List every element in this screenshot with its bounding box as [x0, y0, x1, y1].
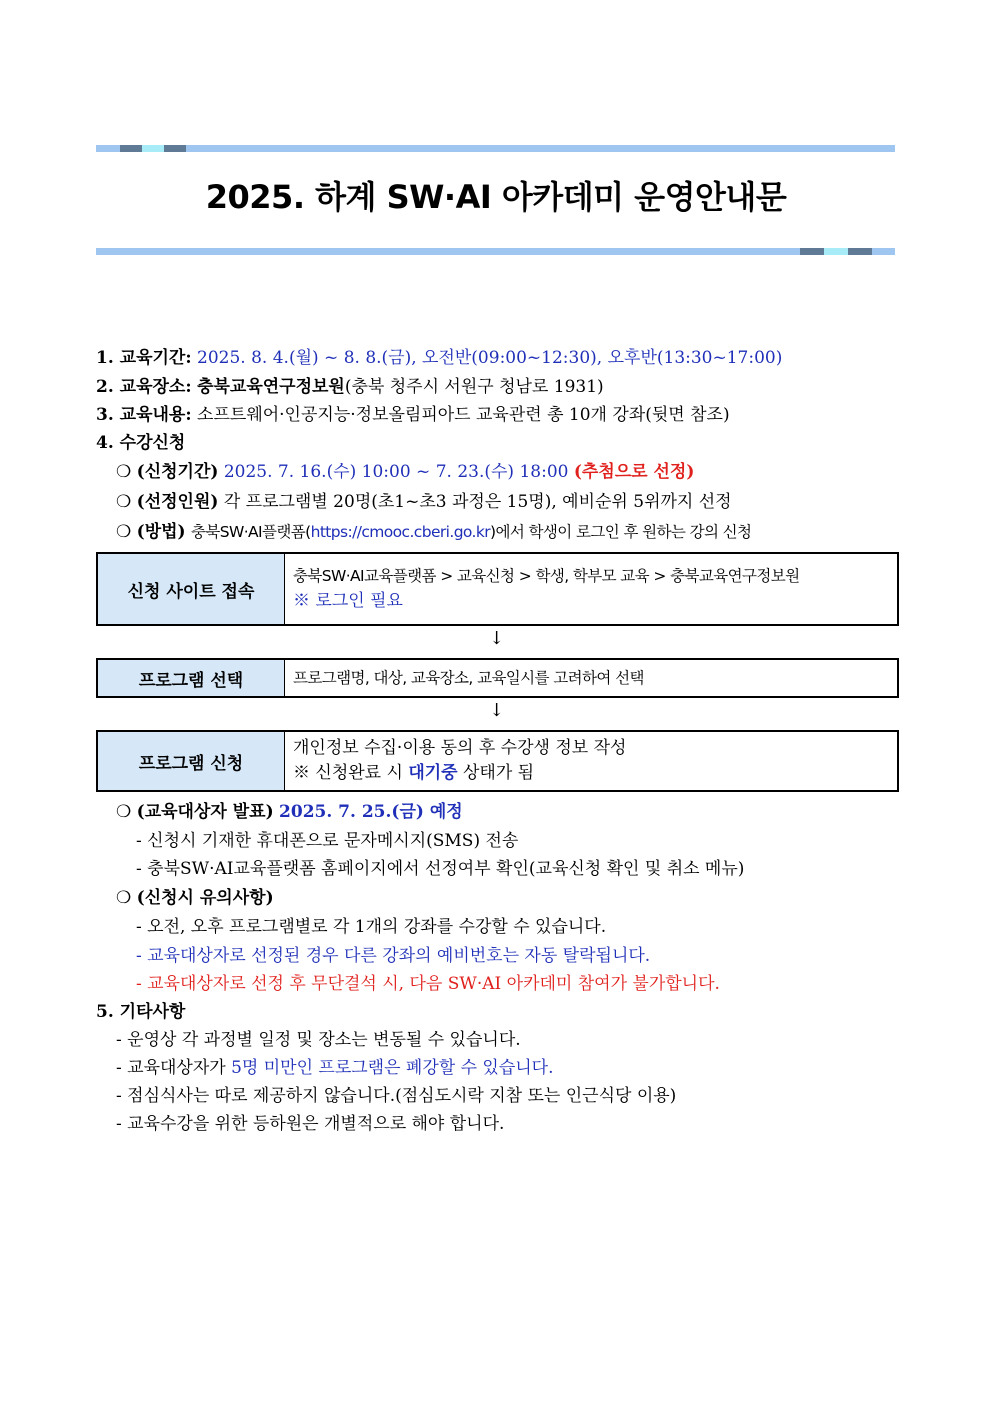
registration-period-label: (신청기간)	[136, 462, 219, 482]
selection-count	[116, 490, 732, 514]
announcement-item: - 신청시 기재한 휴대폰으로 문자메시지(SMS) 전송	[136, 831, 519, 851]
step-box-program-apply	[96, 730, 899, 792]
bar-segment-dark	[120, 145, 142, 152]
bar-segment-dark	[848, 248, 872, 255]
arrow-down-icon: ↓	[489, 628, 505, 649]
other-note-item: - 교육수강을 위한 등하원은 개별적으로 해야 합니다.	[116, 1114, 505, 1134]
bullet-icon: ❍	[116, 492, 132, 512]
platform-link[interactable]: https://cmooc.cberi.go.kr	[310, 523, 491, 541]
education-period-label: 1. 교육기간:	[96, 348, 192, 368]
caution-item: - 교육대상자로 선정된 경우 다른 강좌의 예비번호는 자동 탈락됩니다.	[136, 946, 651, 966]
step-content	[285, 660, 652, 696]
bullet-icon: ❍	[116, 462, 132, 482]
bottom-decor-bar	[96, 248, 895, 255]
announcement-label: (교육대상자 발표)	[136, 802, 274, 822]
bullet-icon: ❍	[116, 802, 132, 822]
announcement-date: 2025. 7. 25.(금) 예정	[279, 802, 463, 822]
education-content-label: 3. 교육내용:	[96, 405, 192, 425]
status-note-prefix: ※ 신청완료 시	[293, 763, 409, 783]
page-title: 2025. 하계 SW·AI 아카데미 운영안내문	[205, 178, 787, 216]
registration-period-note: (추첨으로 선정)	[573, 462, 695, 482]
education-period-value: 2025. 8. 4.(월) ~ 8. 8.(금), 오전반(09:00~12:30), 오후반(13:30~17:00)	[197, 348, 783, 368]
step-status-note	[293, 761, 626, 786]
step-box-site-access	[96, 552, 899, 626]
method-prefix: 충북SW·AI플랫폼(	[191, 523, 311, 541]
registration-period-value: 2025. 7. 16.(수) 10:00 ~ 7. 23.(수) 18:00	[223, 462, 569, 482]
registration-method-label: (방법)	[136, 522, 186, 542]
registration-period	[116, 460, 694, 484]
other-note-item	[116, 1056, 554, 1080]
top-decor-bar	[96, 145, 895, 152]
bar-segment-cyan	[824, 248, 848, 255]
caution-label: (신청시 유의사항)	[136, 888, 274, 908]
registration-heading: 4. 수강신청	[96, 433, 186, 453]
selection-count-label: (선정인원)	[136, 492, 219, 512]
cancellation-note: 5명 미만인 프로그램은 폐강할 수 있습니다.	[231, 1058, 554, 1078]
education-place-address: (충북 청주시 서원구 청남로 1931)	[344, 377, 604, 397]
caution	[116, 886, 274, 910]
step-content	[285, 732, 634, 790]
education-period	[96, 346, 782, 370]
announcement	[116, 800, 463, 824]
step-label: 프로그램 신청	[98, 732, 285, 790]
caution-item: - 교육대상자로 선정 후 무단결석 시, 다음 SW·AI 아카데미 참여가 불가합니다.	[136, 974, 720, 994]
status-waiting: 대기중	[408, 763, 458, 783]
other-notes-heading: 5. 기타사항	[96, 1002, 186, 1022]
bullet-icon: ❍	[116, 888, 132, 908]
education-place-name: 충북교육연구정보원	[197, 377, 345, 397]
step-box-program-select	[96, 658, 899, 698]
registration-method	[116, 520, 751, 544]
education-place-label: 2. 교육장소:	[96, 377, 192, 397]
education-content	[96, 403, 730, 427]
education-content-value: 소프트웨어·인공지능·정보올림피아드 교육관련 총 10개 강좌(뒷면 참조)	[197, 405, 730, 425]
caution-item: - 오전, 오후 프로그램별로 각 1개의 강좌를 수강할 수 있습니다.	[136, 917, 607, 937]
education-place	[96, 375, 604, 399]
step-path: 충북SW·AI교육플랫폼 > 교육신청 > 학생, 학부모 교육 > 충북교육연구정보원	[293, 567, 800, 585]
other-note-item: - 점심식사는 따로 제공하지 않습니다.(점심도시락 지참 또는 인근식당 이용)	[116, 1086, 677, 1106]
bar-segment-dark	[800, 248, 824, 255]
bullet-icon: ❍	[116, 522, 132, 542]
announcement-item: - 충북SW·AI교육플랫폼 홈페이지에서 선정여부 확인(교육신청 확인 및 취소 메뉴)	[136, 859, 745, 879]
method-suffix: )에서 학생이 로그인 후 원하는 강의 신청	[490, 523, 752, 541]
login-required-note: ※ 로그인 필요	[293, 591, 403, 611]
other-note-prefix: - 교육대상자가	[116, 1058, 232, 1078]
registration-method-text	[191, 523, 751, 541]
other-note-item: - 운영상 각 과정별 일정 및 장소는 변동될 수 있습니다.	[116, 1030, 521, 1050]
selection-count-value: 각 프로그램별 20명(초1~초3 과정은 15명), 예비순위 5위까지 선정	[223, 492, 732, 512]
step-content	[285, 554, 807, 624]
bar-segment-dark	[164, 145, 186, 152]
step-label: 프로그램 선택	[98, 660, 285, 696]
step-description: 개인정보 수집·이용 동의 후 수강생 정보 작성	[293, 738, 627, 758]
step-description: 프로그램명, 대상, 교육장소, 교육일시를 고려하여 선택	[293, 668, 644, 687]
status-note-suffix: 상태가 됨	[457, 763, 535, 783]
arrow-down-icon: ↓	[489, 700, 505, 721]
step-label: 신청 사이트 접속	[98, 554, 285, 624]
bar-segment-cyan	[142, 145, 164, 152]
